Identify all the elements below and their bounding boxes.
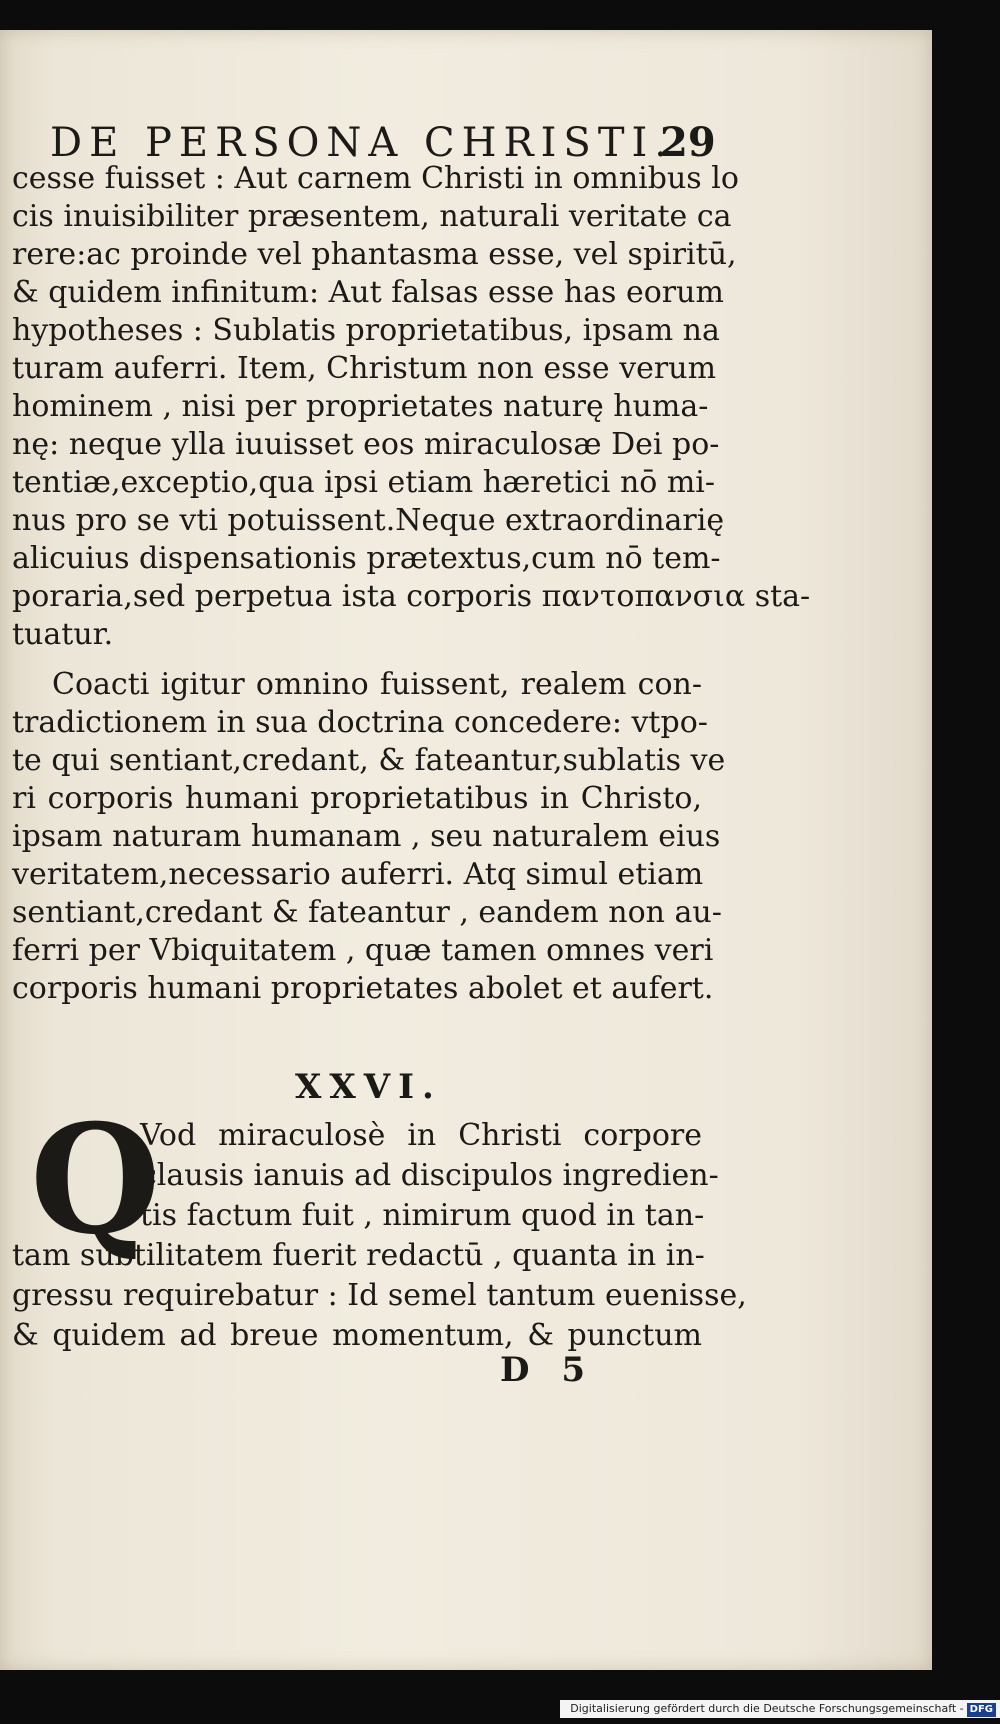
folio-number: 29 (660, 119, 716, 166)
text-line: nus pro se vti potuissent.Neque extraordinarię (12, 503, 725, 538)
section-number: XXVI. (295, 1067, 442, 1107)
text-line: Coacti igitur omnino fuissent, realem con- (52, 667, 702, 702)
text-line: & quidem infinitum: Aut falsas esse has eorum (12, 275, 724, 310)
text-line: cis inuisibiliter præsentem, naturali veritate ca (12, 199, 732, 234)
credit-text: Digitalisierung gefördert durch die Deutsche Forschungsgemeinschaft - (570, 1702, 964, 1715)
text-line: clausis ianuis ad discipulos ingredien- (140, 1158, 719, 1193)
dfg-logo: DFG (967, 1703, 996, 1717)
text-line: veritatem,necessario auferri. Atq simul etiam (12, 857, 704, 892)
text-line: cesse fuisset : Aut carnem Christi in omnibus lo (12, 161, 739, 196)
running-head-title: DE PERSONA CHRISTI. (50, 120, 675, 166)
text-line: te qui sentiant,credant, & fateantur,sublatis ve (12, 743, 726, 778)
text-line: Vod miraculosè in Christi corpore (140, 1118, 702, 1153)
book-page (0, 30, 932, 1670)
text-line: ipsam naturam humanam , seu naturalem eius (12, 819, 721, 854)
text-line: nę: neque ylla iuuisset eos miraculosæ Dei po- (12, 427, 720, 462)
text-line: hominem , nisi per proprietates naturę huma- (12, 389, 709, 424)
text-line: tam subtilitatem fuerit redactū , quanta in in- (12, 1238, 705, 1273)
text-line: alicuius dispensationis prætextus,cum nō tem- (12, 541, 721, 576)
text-line: gressu requirebatur : Id semel tantum euenisse, (12, 1278, 747, 1313)
digitization-credit (560, 1700, 1000, 1718)
text-line: tuatur. (12, 617, 114, 652)
text-line: ferri per Vbiquitatem , quæ tamen omnes veri (12, 933, 714, 968)
text-line: tentiæ,exceptio,qua ipsi etiam hæretici nō mi- (12, 465, 716, 500)
text-line: tradictionem in sua doctrina concedere: vtpo- (12, 705, 708, 740)
drop-cap-initial: Q (30, 1092, 161, 1268)
signature-mark: D 5 (500, 1350, 595, 1390)
text-line: corporis humani proprietates abolet et aufert. (12, 971, 714, 1006)
text-line: ri corporis humani proprietatibus in Christo, (12, 781, 702, 816)
text-line: poraria,sed perpetua ista corporis παντοπανσια sta- (12, 579, 811, 614)
text-line: tis factum fuit , nimirum quod in tan- (140, 1198, 705, 1233)
text-line: & quidem ad breue momentum, & punctum (12, 1318, 702, 1353)
text-line: hypotheses : Sublatis proprietatibus, ipsam na (12, 313, 720, 348)
text-line: turam auferri. Item, Christum non esse verum (12, 351, 717, 386)
text-line: rere:ac proinde vel phantasma esse, vel spiritū, (12, 237, 737, 272)
text-line: sentiant,credant & fateantur , eandem non au- (12, 895, 722, 930)
